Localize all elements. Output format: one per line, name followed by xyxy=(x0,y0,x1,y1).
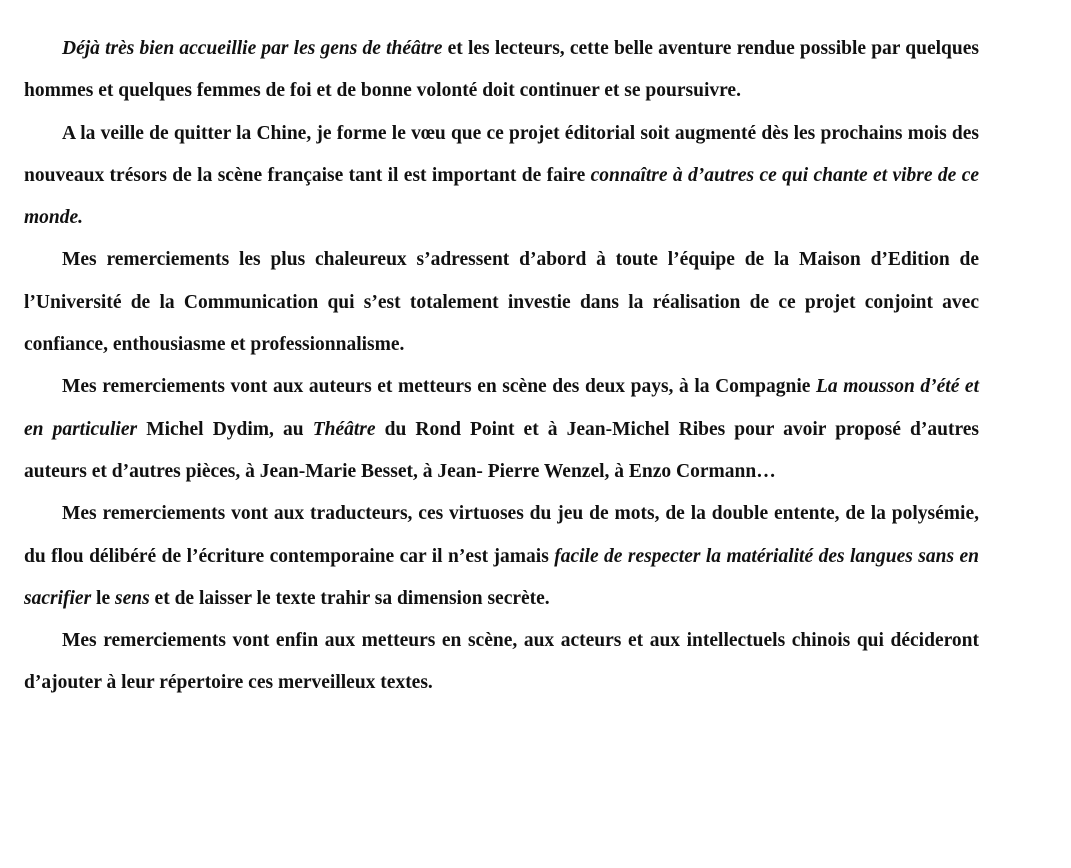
paragraph-4 xyxy=(24,366,979,493)
text-segment: Mes remerciements vont aux traducteurs, ces virtuoses du jeu de mots, de la double entente, de la polysémie, du flou délibéré de l’écriture contemporaine car il n’est jamais xyxy=(24,503,979,567)
text-segment: et de laisser le texte trahir sa dimension secrète. xyxy=(149,587,550,609)
text-segment: Théâtre xyxy=(312,418,376,440)
text-segment: Mes remerciements vont aux auteurs et metteurs en scène des deux pays, à la Compagnie xyxy=(62,376,817,398)
text-segment: le xyxy=(91,587,115,609)
text-segment: Mes remerciements vont enfin aux metteurs en scène, aux acteurs et aux intellectuels chinois qui décideront d’ajouter à leur répertoire ces merveilleux textes. xyxy=(24,630,979,694)
text-segment: Mes remerciements les plus chaleureux s’adressent d’abord à toute l’équipe de la Maison d’Edition de l’Université de la Communication qui s’est totalement investie dans la réalisation de ce projet conjoint avec confiance, enthousiasme et professionnalisme. xyxy=(24,249,979,356)
paragraph-1 xyxy=(24,28,979,113)
paragraph-5 xyxy=(24,493,979,620)
paragraph-2 xyxy=(24,113,979,240)
text-segment: du Rond Point et à Jean-Michel Ribes pour avoir proposé d’autres auteurs et d’autres pièces, à Jean-Marie Besset, à Jean- Pierre Wenzel, à Enzo Cormann… xyxy=(24,418,979,482)
text-segment: facile de respecter la matérialité des langues sans en sacrifier xyxy=(24,545,979,609)
document-page xyxy=(24,28,979,705)
paragraph-3 xyxy=(24,239,979,366)
text-segment: A la veille de quitter la Chine, je forme le vœu que ce projet éditorial soit augmenté dès les prochains mois des nouveaux trésors de la scène française tant il est important de faire xyxy=(24,122,979,186)
text-segment: La mousson d’été et en particulier xyxy=(24,376,979,440)
text-segment: et les lecteurs, cette belle aventure rendue possible par quelques hommes et quelques femmes de foi et de bonne volonté doit continuer et se poursuivre. xyxy=(24,38,979,102)
text-segment: connaître à d’autres ce qui chante et vibre de ce monde. xyxy=(24,164,979,229)
paragraph-6 xyxy=(24,620,979,705)
text-segment: sens xyxy=(114,587,150,609)
text-segment: Michel Dydim, au xyxy=(137,418,313,440)
text-segment: Déjà très bien accueillie par les gens de théâtre xyxy=(62,38,443,59)
